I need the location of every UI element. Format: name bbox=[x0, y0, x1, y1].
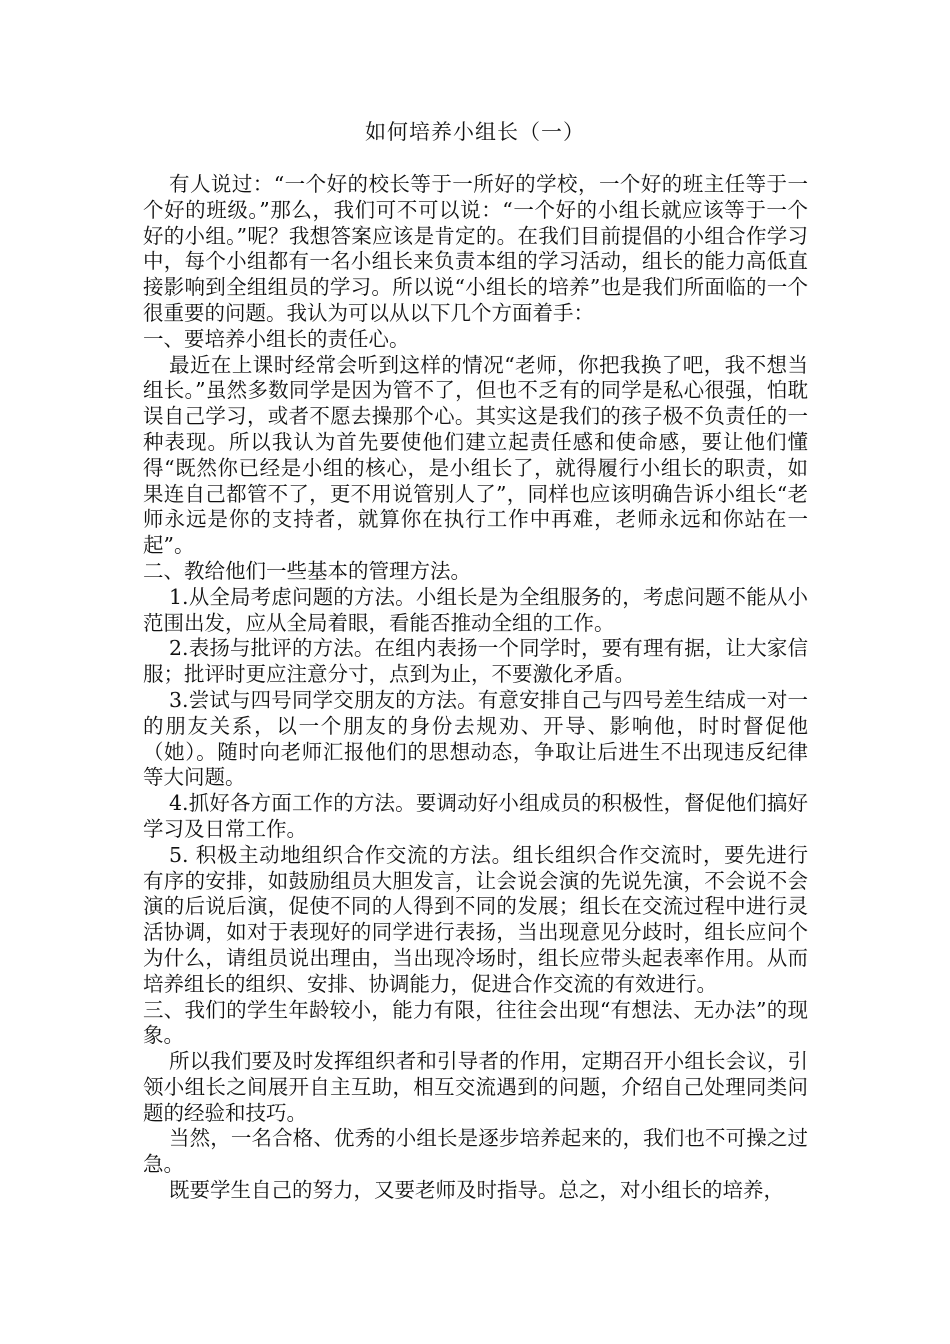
method-item-1: 1.从全局考虑问题的方法。小组长是为全组服务的，考虑问题不能从小范围出发，应从全局着眼，看能否推动全组的工作。 bbox=[143, 584, 808, 635]
conclusion-paragraph: 既要学生自己的努力，又要老师及时指导。总之，对小组长的培养， bbox=[169, 1178, 784, 1203]
responsibility-paragraph: 最近在上课时经常会听到这样的情况“老师，你把我换了吧，我不想当组长。”虽然多数同学是因为管不了，但也不乏有的同学是私心很强，怕耽误自己学习，或者不愿去操那个心。其实这是我们的孩子极不负责任的一种表现。所以我认为首先要使他们建立起责任感和使命感，要让他们懂得“既然你已经是小组的核心，是小组长了，就得履行小组长的职责，如果连自己都管不了，更不用说管别人了”，同样也应该明确告诉小组长“老师永远是你的支持者，就算你在执行工作中再难，老师永远和你站在一起”。 bbox=[143, 352, 808, 558]
patience-paragraph: 当然，一名合格、优秀的小组长是逐步培养起来的，我们也不可操之过急。 bbox=[143, 1126, 808, 1177]
method-item-3: 3.尝试与四号同学交朋友的方法。有意安排自己与四号差生结成一对一的朋友关系，以一个朋友的身份去规劝、开导、影响他，时时督促他（她）。随时向老师汇报他们的思想动态，争取让后进生不出现违反纪律等大问题。 bbox=[143, 687, 808, 790]
method-item-2: 2.表扬与批评的方法。在组内表扬一个同学时，要有理有据，让大家信服；批评时更应注意分寸，点到为止，不要激化矛盾。 bbox=[143, 636, 808, 687]
section-heading-3: 三、我们的学生年龄较小，能力有限，往往会出现“有想法、无办法”的现象。 bbox=[143, 997, 808, 1048]
intro-paragraph: 有人说过：“一个好的校长等于一所好的学校，一个好的班主任等于一个好的班级。”那么，我们可不可以说：“一个好的小组长就应该等于一个好的小组。”呢？我想答案应该是肯定的。在我们目前提倡的小组合作学习中，每个小组都有一名小组长来负责本组的学习活动，组长的能力高低直接影响到全组组员的学习。所以说“小组长的培养”也是我们所面临的一个很重要的问题。我认为可以从以下几个方面着手： bbox=[143, 172, 808, 325]
guidance-paragraph: 所以我们要及时发挥组织者和引导者的作用，定期召开小组长会议，引领小组长之间展开自主互助，相互交流遇到的问题，介绍自己处理同类问题的经验和技巧。 bbox=[143, 1049, 808, 1125]
document-body bbox=[143, 172, 808, 1204]
document-title: 如何培养小组长（一） bbox=[365, 120, 585, 144]
method-item-5: 5. 积极主动地组织合作交流的方法。组长组织合作交流时，要先进行有序的安排，如鼓励组员大胆发言，让会说会演的先说先演，不会说不会演的后说后演，促使不同的人得到不同的发展；组长在交流过程中进行灵活协调，如对于表现好的同学进行表扬，当出现意见分歧时，组长应问个为什么，请组员说出理由，当出现冷场时，组长应带头起表率作用。从而培养组长的组织、安排、协调能力，促进合作交流的有效进行。 bbox=[143, 842, 808, 996]
section-heading-2: 二、教给他们一些基本的管理方法。 bbox=[143, 558, 471, 583]
method-item-4: 4.抓好各方面工作的方法。要调动好小组成员的积极性，督促他们搞好学习及日常工作。 bbox=[143, 791, 808, 841]
section-heading-1: 一、要培养小组长的责任心。 bbox=[143, 326, 410, 351]
